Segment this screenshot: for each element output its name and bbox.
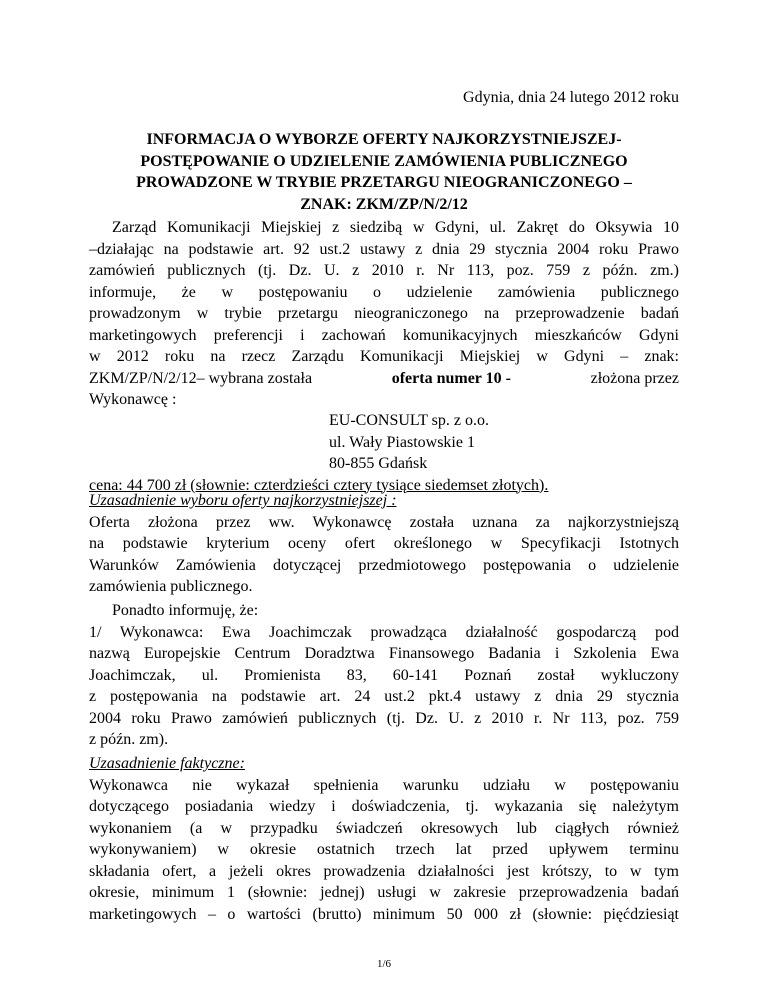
document-title <box>89 129 679 215</box>
exclusion-line: 1/ Wykonawca: Ewa Joachimczak prowadząca działalność gospodarczą pod <box>89 623 679 641</box>
intro-paragraph <box>89 217 679 411</box>
justification-line: Oferta złożona przez ww. Wykonawcę została uznana za najkorzystniejszą <box>89 513 679 531</box>
title-line: POSTĘPOWANIE O UDZIELENIE ZAMÓWIENIA PUBLICZNEGO <box>140 152 628 170</box>
factual-line: wykonywaniem) w okresie ostatnich trzech lat przed upływem terminu <box>89 841 679 858</box>
factual-line: dotyczącego posiadania wiedzy i doświadczenia, tj. wykazania się należytym <box>89 798 679 815</box>
factual-line: Wykonawca nie wykazał spełnienia warunku udziału w postępowaniu <box>89 776 679 794</box>
justification-section <box>89 490 679 598</box>
exclusion-line: z późn. zm). <box>89 731 169 748</box>
intro-line: –działając na podstawie art. 92 ust.2 ustawy z dnia 29 stycznia 2004 roku Prawo <box>89 240 679 258</box>
intro-line: w 2012 roku na rzecz Zarządu Komunikacji Miejskiej w Gdyni – znak: <box>89 348 679 365</box>
price-line: cena: 44 700 zł (słownie: czterdzieści cztery tysiące siedemset złotych). <box>89 476 549 494</box>
intro-line: prowadzonym w trybie przetargu nieograniczonego na przeprowadzenie badań <box>89 305 679 322</box>
factual-section <box>89 753 679 925</box>
justification-line: na podstawie kryterium oceny ofert określonego w Specyfikacji Istotnych <box>89 535 679 552</box>
intro-line: Zarząd Komunikacji Miejskiej z siedzibą w Gdyni, ul. Zakręt do Oksywia 10 <box>112 219 679 236</box>
contractor-street: ul. Wały Piastowskie 1 <box>329 433 475 451</box>
intro-line: marketingowych preferencji i zachowań komunikacyjnych mieszkańców Gdyni <box>89 326 679 344</box>
exclusion-intro: Ponadto informuję, że: <box>112 602 259 619</box>
intro-line8-end: złożona przez <box>590 369 679 387</box>
justification-line: zamówienia publicznego. <box>89 578 253 595</box>
page-number: 1/6 <box>376 958 392 970</box>
title-line: PROWADZONE W TRYBIE PRZETARGU NIEOGRANICZONEGO – <box>136 174 632 191</box>
factual-line: wykonaniem (a w przypadku świadczeń okresowych lub ciągłych również <box>89 819 679 837</box>
exclusion-line: nazwą Europejskie Centrum Doradztwa Finansowego Badania i Szkolenia Ewa <box>89 645 679 662</box>
justification-line: Warunków Zamówienia dotyczącej przedmiotowego postępowania o udzielenie <box>89 556 679 574</box>
selected-offer: oferta numer 10 - <box>391 369 511 387</box>
title-line: INFORMACJA O WYBORZE OFERTY NAJKORZYSTNIEJSZEJ- <box>146 131 622 148</box>
exclusion-line: Joachimczak, ul. Promienista 83, 60-141 Poznań został wykluczony <box>89 666 679 684</box>
factual-line: składania ofert, a jeżeli okres prowadzenia działalności jest krótszy, to w tym <box>89 862 679 880</box>
intro-line8-start: ZKM/ZP/N/2/12– wybrana została <box>89 369 313 387</box>
intro-line: informuje, że w postępowaniu o udzielenie zamówienia publicznego <box>89 283 679 301</box>
justification-heading: Uzasadnienie wyboru oferty najkorzystniejszej : <box>89 492 397 509</box>
document-page <box>89 0 679 994</box>
contractor-name: EU-CONSULT sp. z o.o. <box>329 412 490 429</box>
intro-line-offer <box>89 368 679 390</box>
intro-line: zamówień publicznych (tj. Dz. U. z 2010 r. Nr 113, poz. 759 z późn. zm.) <box>89 262 679 279</box>
factual-line: okresie, minimum 1 (słownie: jednej) usługi w zakresie przeprowadzenia badań <box>89 884 679 901</box>
intro-line: Wykonawcę : <box>89 391 177 408</box>
exclusion-line: 2004 roku Prawo zamówień publicznych (tj. Dz. U. z 2010 r. Nr 113, poz. 759 <box>89 709 679 727</box>
factual-heading: Uzasadnienie faktyczne: <box>89 755 245 772</box>
exclusion-line: z postępowania na podstawie art. 24 ust.2 pkt.4 ustawy z dnia 29 stycznia <box>89 688 679 705</box>
contractor-city: 80-855 Gdańsk <box>329 455 428 472</box>
factual-line: marketingowych – o wartości (brutto) minimum 50 000 zł (słownie: pięćdziesiąt <box>89 905 679 923</box>
date-line: Gdynia, dnia 24 lutego 2012 roku <box>463 89 679 106</box>
title-line: ZNAK: ZKM/ZP/N/2/12 <box>300 195 468 213</box>
exclusion-section <box>89 600 679 751</box>
